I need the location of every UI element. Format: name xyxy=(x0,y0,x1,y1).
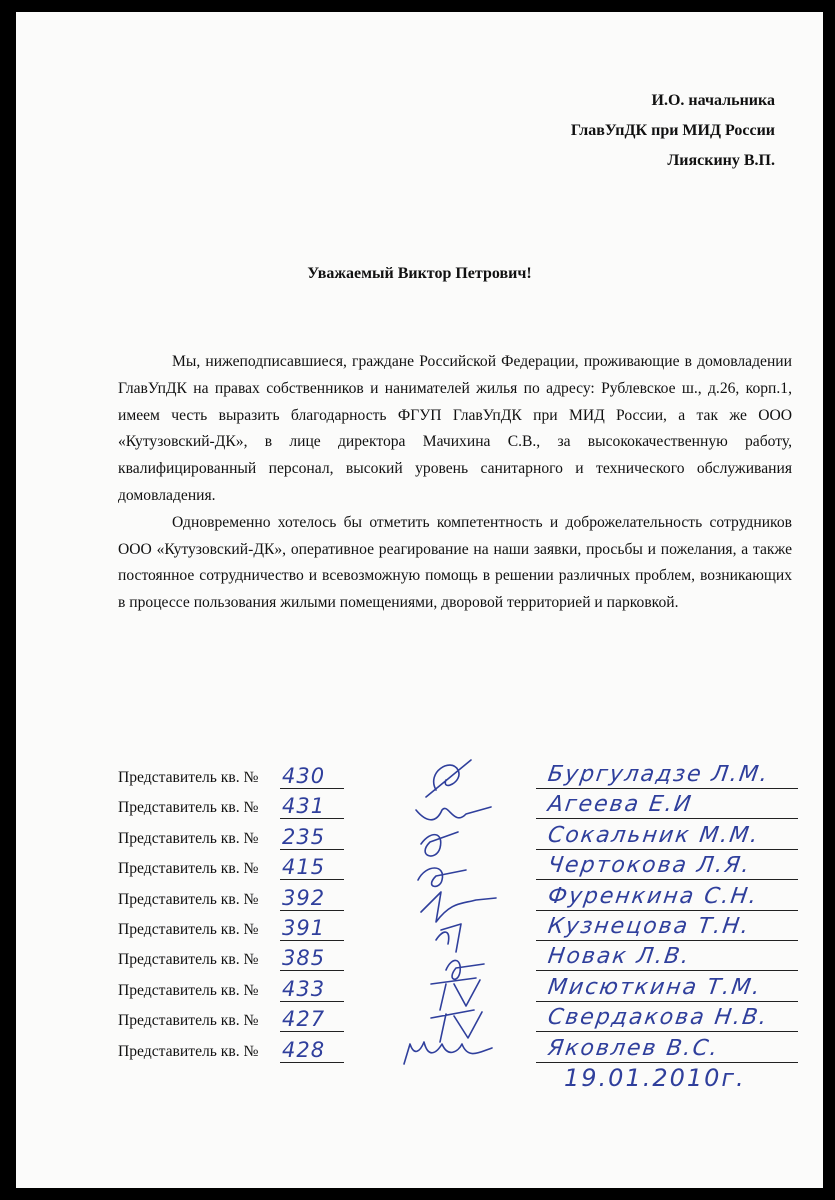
signature-scribble xyxy=(436,924,461,952)
names-list xyxy=(518,762,798,1070)
signature-scribble xyxy=(418,868,466,886)
representative-row xyxy=(118,915,358,948)
blank-line xyxy=(280,849,344,850)
signature-scribble xyxy=(404,1042,492,1064)
representative-row xyxy=(118,976,358,1009)
signatures-column xyxy=(396,752,506,1072)
apartment-number: 392 xyxy=(282,885,326,910)
blank-line xyxy=(536,1001,798,1002)
blank-line xyxy=(280,818,344,819)
blank-line xyxy=(280,940,344,941)
handwritten-name: Новак Л.В. xyxy=(546,944,693,970)
apartment-number: 427 xyxy=(282,1007,326,1032)
handwritten-name: Кузнецова Т.Н. xyxy=(546,913,752,939)
representative-label: Представитель кв. № xyxy=(118,981,259,999)
blank-line xyxy=(536,788,798,789)
name-row xyxy=(518,1005,798,1039)
representative-label: Представитель кв. № xyxy=(118,829,259,847)
representative-row xyxy=(118,857,358,887)
blank-line xyxy=(536,940,798,941)
addressee-name: Лияскину В.П. xyxy=(667,152,775,169)
representative-label: Представитель кв. № xyxy=(118,799,259,817)
signature-scribble xyxy=(421,832,458,856)
blank-line xyxy=(280,1062,344,1063)
apartment-number: 428 xyxy=(282,1037,326,1062)
representative-row xyxy=(118,885,358,918)
blank-line xyxy=(536,879,798,880)
letter-body xyxy=(118,349,792,617)
signature-scribble xyxy=(416,807,491,820)
document-page xyxy=(16,12,823,1188)
representative-row xyxy=(118,824,358,857)
salutation: Уважаемый Виктор Петрович! xyxy=(307,265,532,282)
body-paragraph: Одновременно хотелось бы отметить компетентность и доброжелательность сотрудников ООО «Кутузовский-ДК», оперативное реагирование на наши заявки, просьбы и пожелания, а также постоянное сотрудничество и всевозможную помощь в решении различных проблем, возникающих в процессе пользования жилыми помещениями, дворовой территорией и парковкой. xyxy=(118,513,792,612)
blank-line xyxy=(536,1031,798,1032)
representative-label: Представитель кв. № xyxy=(118,920,259,938)
signature-scribble xyxy=(431,1010,482,1042)
apartment-number: 391 xyxy=(282,915,326,940)
blank-line xyxy=(280,1001,344,1002)
blank-line xyxy=(280,910,344,911)
representative-row xyxy=(118,1009,358,1039)
representative-row xyxy=(118,766,358,796)
apartment-number: 385 xyxy=(282,946,326,971)
blank-line xyxy=(280,1031,344,1032)
signature-scribble xyxy=(431,978,480,1010)
blank-line xyxy=(280,788,344,789)
blank-line xyxy=(536,849,798,850)
apartment-number: 431 xyxy=(282,794,326,819)
handwritten-name: Агеева Е.И xyxy=(546,792,695,818)
signature-scribble xyxy=(421,892,496,922)
blank-line xyxy=(280,970,344,971)
blank-line xyxy=(536,970,798,971)
blank-line xyxy=(536,1062,798,1063)
handwritten-name: Бургуладзе Л.М. xyxy=(546,762,771,787)
representative-label: Представитель кв. № xyxy=(118,860,259,878)
representative-label: Представитель кв. № xyxy=(118,890,259,908)
handwritten-date: 19.01.2010г. xyxy=(564,1064,746,1092)
representative-label: Представитель кв. № xyxy=(118,1012,259,1030)
blank-line xyxy=(280,879,344,880)
apartment-number: 433 xyxy=(282,976,326,1001)
handwritten-name: Свердакова Н.В. xyxy=(546,1005,771,1031)
representative-label: Представитель кв. № xyxy=(118,1042,259,1060)
representative-row xyxy=(118,796,358,826)
representative-label: Представитель кв. № xyxy=(118,769,259,786)
apartment-number: 235 xyxy=(282,824,326,849)
apartment-number: 430 xyxy=(282,764,326,788)
handwritten-name: Чертокова Л.Я. xyxy=(546,853,753,879)
name-row xyxy=(518,853,798,887)
representative-row xyxy=(118,948,358,978)
blank-line xyxy=(536,910,798,911)
handwritten-name: Фуренкина С.Н. xyxy=(546,883,760,909)
addressee-block xyxy=(571,86,775,176)
representative-label: Представитель кв. № xyxy=(118,951,259,969)
blank-line xyxy=(536,818,798,819)
signature-scribble xyxy=(426,760,471,797)
handwritten-name: Сокальник М.М. xyxy=(546,822,762,848)
apartment-number: 415 xyxy=(282,855,326,880)
representatives-list xyxy=(118,766,358,1070)
addressee-organization: ГлавУпДК при МИД России xyxy=(570,122,775,139)
addressee-position: И.О. начальника xyxy=(651,92,775,109)
handwritten-name: Яковлев В.С. xyxy=(546,1035,721,1061)
handwritten-name: Мисюткина Т.М. xyxy=(546,974,764,1000)
body-paragraph: Мы, нижеподписавшиеся, граждане Российской Федерации, проживающие в домовладении ГлавУпДК на правах собственников и нанимателей жилья по адресу: Рублевское ш., д.26, корп.1, имеем честь выразить благодарность ФГУП ГлавУпДК при МИД России, а так же ООО «Кутузовский-ДК», в лице директора Мачихина С.В., за высококачественную работу, квалифицированный персонал, высокий уровень санитарного и технического обслуживания домовладения. xyxy=(118,353,792,504)
signature-scribble xyxy=(446,960,484,979)
representative-row xyxy=(118,1037,358,1070)
